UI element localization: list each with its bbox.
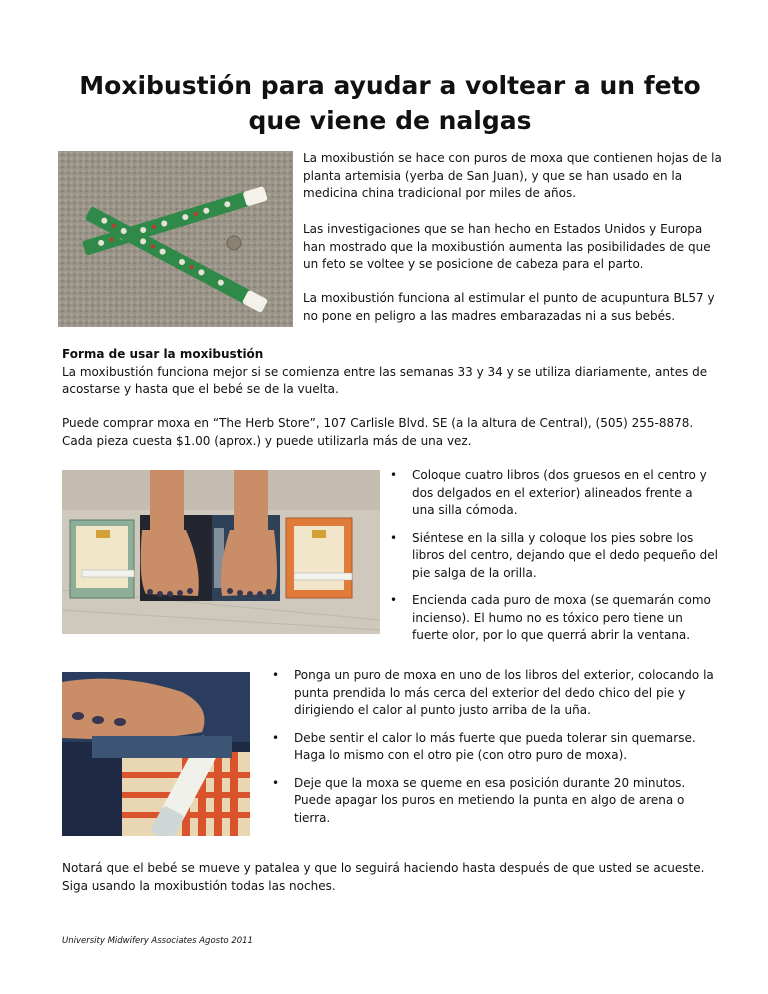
list-item (270, 730, 720, 765)
bullet-icon: • (272, 775, 280, 790)
closing-text: Notará que el bebé se mueve y patalea y que lo seguirá haciendo hasta después de que usted se acueste. Siga usando la moxibustión todas las noches. (62, 861, 705, 893)
usage-text: La moxibustión funciona mejor si se comienza entre las semanas 33 y 34 y se utiliza diariamente, antes de acostarse y hasta que el bebé se de la vuelta. (62, 364, 708, 396)
feet-on-books-photo (62, 470, 380, 634)
moxa-sticks-photo (58, 151, 293, 327)
intro-paragraph-1: La moxibustión se hace con puros de moxa que contienen hojas de la planta artemisia (yerba de San Juan), y que se han usado en la medicina china tradicional por miles de años. (303, 151, 722, 200)
purchase-info: Puede comprar moxa en “The Herb Store”, 107 Carlisle Blvd. SE (a la altura de Central), (505) 255-8878. Cada pieza cuesta $1.00 (aprox.) y puede utilizarla más de una vez. (62, 416, 694, 448)
usage-heading: Forma de usar la moxibustión (62, 347, 264, 361)
step-text: Encienda cada puro de moxa (se quemarán como incienso). El humo no es tóxico pero tiene un fuerte olor, por lo que querrá abrir la ventana. (412, 593, 711, 642)
step-text: Debe sentir el calor lo más fuerte que pueda tolerar sin quemarse. Haga lo mismo con el otro pie (con otro puro de moxa). (294, 730, 696, 762)
step-text: Coloque cuatro libros (dos gruesos en el centro y dos delgados en el exterior) alineados frente a una silla cómoda. (412, 468, 707, 517)
bullet-icon: • (390, 530, 398, 545)
bullet-icon: • (390, 468, 398, 482)
footer-credit: University Midwifery Associates Agosto 2011 (62, 936, 253, 946)
list-item (388, 592, 718, 645)
step-text: Deje que la moxa se queme en esa posición durante 20 minutos. Puede apagar los puros en metiendo la punta en algo de arena o tierra. (294, 775, 686, 825)
step-text: Ponga un puro de moxa en uno de los libros del exterior, colocando la punta prendida lo más cerca del exterior del dedo chico del pie y dirigiendo el calor al punto justo arriba de la uña. (294, 668, 714, 717)
intro-paragraph-2: Las investigaciones que se han hecho en Estados Unidos y Europa han mostrado que la moxibustión aumenta las posibilidades de que un feto se voltee y se posicione de cabeza para el parto. (303, 222, 711, 271)
page-title: Moxibustión para ayudar a voltear a un feto que viene de nalgas (79, 71, 701, 135)
bullet-icon: • (272, 668, 280, 682)
usage-section (62, 346, 722, 399)
list-item (388, 530, 718, 583)
bullet-icon: • (272, 730, 280, 745)
steps-list-a (388, 467, 718, 655)
list-item (388, 467, 718, 520)
list-item (270, 775, 720, 828)
list-item (270, 667, 720, 720)
step-text: Siéntese en la silla y coloque los pies sobre los libros del centro, dejando que el dedo pequeño del pie salga de la orilla. (412, 530, 718, 580)
bullet-icon: • (390, 593, 398, 607)
intro-paragraph-3: La moxibustión funciona al estimular el punto de acupuntura BL57 y no pone en peligro a las madres embarazadas ni a sus bebés. (303, 291, 715, 323)
steps-list-b (270, 667, 720, 837)
toe-closeup-photo (62, 672, 250, 836)
